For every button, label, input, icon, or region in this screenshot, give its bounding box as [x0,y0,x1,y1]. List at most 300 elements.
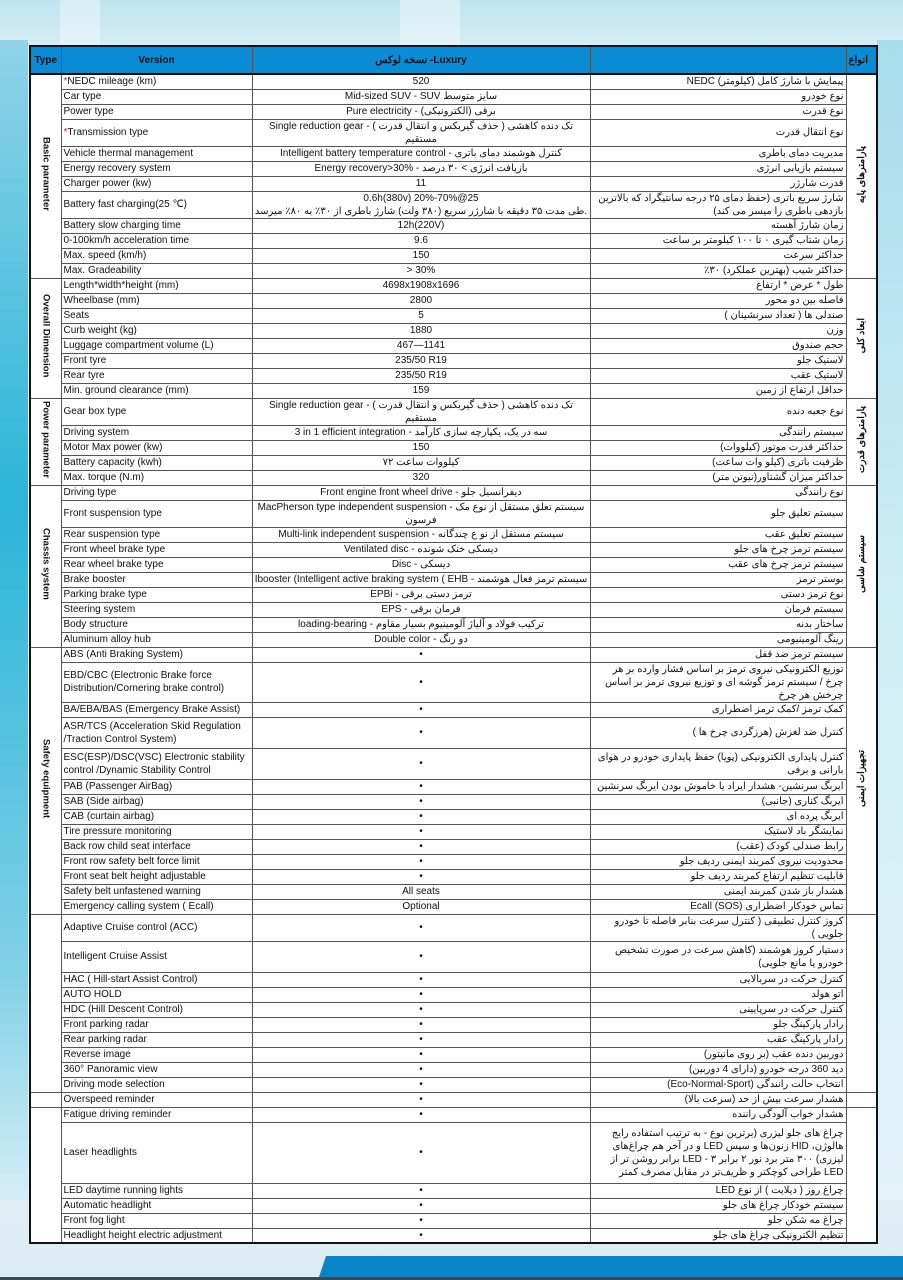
table-row [30,1228,877,1243]
table-row [30,572,877,587]
spec-name-fa: تماس خودکار اضطراری Ecall (SOS) [590,899,846,914]
spec-value [252,717,590,748]
included-dot-icon: • [419,989,423,1000]
spec-name-en-text: Driving system [63,427,130,438]
table-row [30,1122,877,1183]
table-row [30,323,877,338]
spec-name-fa: سیستم تعلیق جلو [590,500,846,527]
table-row [30,914,877,941]
spec-value-text: 12h(220V) [397,220,445,231]
spec-name-en-text: Front seat belt height adjustable [63,871,206,882]
spec-value [252,1047,590,1062]
spec-name-fa: نوع قدرت [590,104,846,119]
included-dot-icon: • [419,1215,423,1226]
spec-value [252,263,590,278]
spec-value [252,617,590,632]
group-label-en [30,74,61,278]
spec-name-en [61,248,252,263]
spec-name-en-text: Back row child seat interface [63,841,191,852]
header-version: Version [61,46,252,74]
spec-value [252,987,590,1002]
spec-value [252,1092,590,1107]
spec-name-fa: قابلیت تنظیم ارتفاع کمربند ردیف جلو [590,869,846,884]
spec-name-fa: هشدار سرعت بیش از حد (سرعت بالا) [590,1092,846,1107]
table-row [30,794,877,809]
table-row [30,587,877,602]
spec-value-text: 320 [412,472,430,483]
spec-value [252,455,590,470]
spec-value-text: 4698x1908x1696 [382,280,460,291]
spec-name-en-text: Front row safety belt force limit [63,856,200,867]
spec-name-en [61,1002,252,1017]
spec-name-en [61,824,252,839]
spec-value [252,662,590,702]
spec-name-en [61,233,252,248]
spec-name-en [61,572,252,587]
spec-name-en [61,542,252,557]
group-label-en-text: Overall Dimension [40,294,52,378]
spec-name-en-text: Reverse image [63,1049,131,1060]
spec-value-text: Optional [402,901,440,912]
spec-name-en-text: LED daytime running lights [63,1185,184,1196]
spec-value [252,119,590,146]
background-decoration [400,0,460,45]
spec-value [252,794,590,809]
group-label-fa-text: پارامترهای قدرت [855,405,867,473]
spec-name-en-text: SAB (Side airbag) [63,796,144,807]
spec-name-en [61,146,252,161]
included-dot-icon: • [419,1147,423,1158]
spec-name-en [61,794,252,809]
spec-value-text: 235/50 R19 [395,355,447,366]
spec-value [252,338,590,353]
spec-value-text: 5 [418,310,424,321]
spec-name-en [61,1017,252,1032]
spec-name-en [61,368,252,383]
group-label-en-text: Basic parameter [40,137,52,212]
included-dot-icon: • [419,1229,423,1241]
spec-name-en-text: HAC ( Hill-start Assist Control) [63,974,198,985]
spec-name-en-text: BA/EBA/BAS (Emergency Brake Assist) [63,704,241,715]
included-dot-icon: • [419,727,423,738]
spec-value-text: 3 in 1 efficient integration - سه در یک، یکپارچه سازی کارآمد [294,427,548,438]
group-label-fa-text: تجهیزات ایمنی [855,749,867,808]
group-label-en [30,647,61,914]
table-row [30,1077,877,1092]
spec-name-en-text: Laser headlights [63,1147,137,1158]
spec-name-fa: صندلی ها ( تعداد سرنشینان ) [590,308,846,323]
spec-name-en-text: Adaptive Cruise control (ACC) [63,922,198,933]
spec-name-en-text: ABS (Anti Braking System) [63,649,183,660]
spec-value-text: 150 [412,250,430,261]
spec-value-text: Single reduction gear - ( تک دنده کاهشی ( حذف گیربکس و انتقال قدرت مستقیم [268,399,574,424]
spec-value [252,1183,590,1198]
group-label-fa [846,398,877,485]
spec-value [252,191,590,218]
spec-name-en [61,899,252,914]
required-star-icon: * [63,76,68,88]
table-row [30,702,877,717]
background-decoration [60,0,100,45]
table-row [30,248,877,263]
spec-name-fa: وزن [590,323,846,338]
spec-value [252,1198,590,1213]
spec-name-fa: حداکثر میزان گشتاور(نیوتن متر) [590,470,846,485]
spec-value-note: .طی مدت ۳۵ دقیقه با شارژر سریع (۳۸۰ ولت) شارژ باطری از ۳۰٪ به ۸۰٪ میرسد [254,205,588,217]
table-row [30,854,877,869]
included-dot-icon: • [419,1019,423,1030]
table-row [30,869,877,884]
spec-table [29,45,878,1244]
spec-name-en [61,1183,252,1198]
spec-name-en [61,717,252,748]
spec-name-fa: کمک ترمز /کمک ترمز اضطراری [590,702,846,717]
table-row [30,602,877,617]
spec-name-fa: کنترل حرکت در سرپایینی [590,1002,846,1017]
spec-name-en [61,500,252,527]
spec-name-en [61,383,252,398]
spec-value [252,293,590,308]
table-row [30,557,877,572]
included-dot-icon: • [419,951,423,962]
table-row [30,542,877,557]
spec-value-text: Double color - دو رنگ [374,634,468,645]
spec-name-en [61,1047,252,1062]
table-row [30,278,877,293]
group-label-fa [846,1092,877,1107]
required-star-icon: * [63,127,68,138]
table-row [30,748,877,779]
spec-name-en [61,440,252,455]
spec-value-text: Ventilated disc - دیسکی خنک شونده [344,544,498,555]
table-row [30,617,877,632]
spec-name-en [61,425,252,440]
table-row [30,74,877,89]
spec-value [252,824,590,839]
spec-name-en [61,702,252,717]
spec-name-en-text: Battery fast charging(25 ℃) [63,199,188,210]
spec-value [252,1122,590,1183]
table-row [30,368,877,383]
spec-name-en-text: Min. ground clearance (mm) [63,385,189,396]
spec-name-en-text: CAB (curtain airbag) [63,811,155,822]
spec-value [252,557,590,572]
spec-value-text: MacPherson type independent suspension - سیستم تعلق مستقل از نوع مک فرسون [257,501,585,526]
table-header-row [30,46,877,74]
spec-name-en [61,647,252,662]
spec-name-fa: سیستم تعلیق عقب [590,527,846,542]
table-row [30,455,877,470]
spec-value [252,248,590,263]
spec-name-en-text: Front tyre [63,355,107,366]
spec-value [252,89,590,104]
spec-name-en-text: Front wheel brake type [63,544,166,555]
spec-name-en-text: Motor Max power (kw) [63,442,163,453]
included-dot-icon: • [419,1049,423,1060]
table-row [30,1062,877,1077]
table-row [30,470,877,485]
spec-name-en [61,176,252,191]
table-row [30,1092,877,1107]
spec-name-en [61,1213,252,1228]
spec-name-fa: مدیریت دمای باطری [590,146,846,161]
spec-value [252,383,590,398]
spec-name-en [61,161,252,176]
spec-name-fa: سیستم فرمان [590,602,846,617]
spec-value-text: 0.6h(380v) 20%-70%@25 [363,192,479,204]
table-row [30,104,877,119]
spec-name-en-text: Energy recovery system [63,163,171,174]
spec-name-en [61,218,252,233]
spec-name-en-text: Rear wheel brake type [63,559,164,570]
spec-name-fa: فاصله بین دو محور [590,293,846,308]
table-row [30,425,877,440]
spec-name-fa: رابط صندلی کودک (عقب) [590,839,846,854]
spec-name-en-text: Driving type [63,487,117,498]
spec-name-en [61,1077,252,1092]
spec-value [252,884,590,899]
spec-name-en-text: HDC (Hill Descent Control) [63,1004,183,1015]
spec-name-en [61,839,252,854]
table-row [30,398,877,425]
spec-value-text: Disc - دیسکی [391,559,451,570]
group-label-en-text: Power parameter [40,400,52,479]
table-row [30,1047,877,1062]
spec-name-en [61,557,252,572]
spec-name-fa: ظرفیت باتری (کیلو وات ساعت) [590,455,846,470]
spec-value [252,839,590,854]
spec-value [252,914,590,941]
spec-value-text: 467—1141 [396,340,446,351]
header-fa-column [590,46,846,74]
spec-value [252,308,590,323]
included-dot-icon: • [419,781,423,792]
spec-value-text: ۷۲ کیلووات ساعت [382,457,460,468]
spec-name-fa: محدودیت نیروی کمربند ایمنی ردیف جلو [590,854,846,869]
spec-name-en-text: Charger power (kw) [63,178,152,189]
spec-value [252,854,590,869]
spec-name-fa: رادار پارکینگ جلو [590,1017,846,1032]
group-label-fa [846,647,877,914]
spec-name-en-text: Luggage compartment volume (L) [63,340,214,351]
spec-value [252,398,590,425]
spec-value [252,425,590,440]
spec-value [252,1228,590,1243]
spec-name-en-text: Battery capacity (kwh) [63,457,162,468]
spec-name-fa: حداکثر قدرت موتور (کیلووات) [590,440,846,455]
spec-name-fa: شارژ سریع باتری (حفظ دمای ۲۵ درجه سانتیگراد که بالاترین بازدهی باطری را میسر می کند) [590,191,846,218]
spec-value-text: Multi-link independent suspension - سیستم مستقل از نو ع چندگانه [278,529,564,540]
spec-name-en [61,987,252,1002]
spec-name-en [61,809,252,824]
spec-name-en [61,914,252,941]
table-row [30,353,877,368]
spec-value [252,587,590,602]
table-row [30,485,877,500]
group-label-fa-text: سیستم شاسی [855,535,867,593]
spec-value [252,1213,590,1228]
spec-value-text: 159 [412,385,430,396]
spec-name-fa: سیستم ترمز ضد قفل [590,647,846,662]
included-dot-icon: • [419,758,423,769]
spec-name-en [61,353,252,368]
table-row [30,89,877,104]
included-dot-icon: • [419,1200,423,1211]
spec-name-fa: ایربگ سرنشین- هشدار ایراد یا خاموش بودن ایربگ سرنشین [590,779,846,794]
spec-value-text: 1880 [409,325,433,336]
spec-value [252,1077,590,1092]
included-dot-icon: • [419,826,423,837]
included-dot-icon: • [419,841,423,852]
spec-name-en-text: Max. speed (km/h) [63,250,147,261]
included-dot-icon: • [419,1004,423,1015]
spec-name-en-text: Steering system [63,604,136,615]
spec-value [252,1107,590,1122]
spec-name-fa: حجم صندوق [590,338,846,353]
spec-value-text: All seats [402,886,440,897]
header-type: Type [30,46,61,74]
spec-name-fa: ساختار بدنه [590,617,846,632]
table-body [30,74,877,1243]
table-row [30,839,877,854]
spec-name-en [61,1032,252,1047]
table-row [30,809,877,824]
table-row [30,987,877,1002]
group-label-en-text: Chassis system [40,528,52,600]
spec-name-en-text: Curb weight (kg) [63,325,137,336]
spec-name-en-text: Intelligent Cruise Assist [63,951,167,962]
spec-value-text: Mid-sized SUV - SUV سایز متوسط [344,91,498,102]
spec-name-en-text: PAB (Passenger AirBag) [63,781,173,792]
spec-name-fa: هشدار باز شدن کمربند ایمنی [590,884,846,899]
table-row [30,779,877,794]
spec-name-en-text: Rear tyre [63,370,105,381]
spec-name-en [61,485,252,500]
spec-name-fa: زمان شارژ آهسته [590,218,846,233]
spec-name-en [61,455,252,470]
spec-name-en [61,662,252,702]
table-row [30,717,877,748]
spec-name-en-text: Power type [63,106,114,117]
included-dot-icon: • [419,1079,423,1090]
spec-name-en [61,89,252,104]
spec-name-en-text: Rear parking radar [63,1034,147,1045]
spec-name-en-text: Gear box type [63,406,127,417]
spec-name-fa: کنترل حرکت در سربالایی [590,972,846,987]
spec-value [252,1062,590,1077]
spec-name-fa: نمایشگر باد لاستیک [590,824,846,839]
spec-name-en-text: Wheelbase (mm) [63,295,140,306]
spec-name-en-text: Max. Gradeability [63,265,142,276]
header-value-column: نسخه لوکس -Luxury [252,46,590,74]
table-row [30,1183,877,1198]
included-dot-icon: • [419,676,423,688]
group-label-fa-text: ابعاد کلی [855,318,867,354]
spec-name-en [61,191,252,218]
table-row [30,972,877,987]
spec-name-en [61,1107,252,1122]
spec-value [252,323,590,338]
spec-name-fa: نوع رانندگی [590,485,846,500]
table-row [30,440,877,455]
included-dot-icon: • [419,871,423,882]
group-label-fa [846,485,877,647]
spec-name-fa: انتخاب حالت رانندگی (Eco-Normal-Sport) [590,1077,846,1092]
group-label-en [30,1092,61,1107]
spec-name-fa: نوع ترمز دستی [590,587,846,602]
spec-name-fa: اتو هولد [590,987,846,1002]
spec-value-text: 2800 [409,295,433,306]
group-label-en [30,278,61,398]
spec-value [252,748,590,779]
spec-name-fa: چراغ های جلو لیزری (برترین نوع - به ترتیب استفاده رایج هالوژن، HID زنون‌ها و سپس LED و در آخر هم چراغ‌های لیزری) ۳۰۰ متر برد نور ۲ برابر LED - ۳ برابر روشن تر از LED طراحی کوچکتر و ظریف‌تر در مقابل مصرف کمتر [590,1122,846,1183]
spec-value [252,527,590,542]
spec-value-text: Front engine front wheel drive - دیفرانسیل جلو [320,487,522,498]
spec-name-en-text: 360° Panoramic view [63,1064,158,1075]
included-dot-icon: • [419,1034,423,1045]
spec-value [252,869,590,884]
spec-name-en-text: Fatigue driving reminder [63,1109,172,1120]
spec-name-en [61,323,252,338]
spec-value [252,602,590,617]
spec-name-en [61,587,252,602]
spec-value-text: 520 [412,76,430,88]
spec-value [252,1017,590,1032]
spec-name-fa: لاستیک جلو [590,353,846,368]
included-dot-icon: • [419,649,423,660]
spec-value [252,176,590,191]
group-label-en-text: Safety equipment [40,738,52,819]
spec-value [252,485,590,500]
group-label-en [30,398,61,485]
spec-name-en [61,869,252,884]
spec-value-text: 9.6 [414,235,428,246]
spec-name-fa: نوع انتقال قدرت [590,119,846,146]
background-decoration [0,40,28,1200]
spec-name-en-text: EBD/CBC (Electronic Brake force Distribution/Cornering brake control) [63,670,225,694]
spec-name-fa: کنترل ضد لغزش (هرزگردی چرخ ها ) [590,717,846,748]
spec-name-fa: بوستر ترمز [590,572,846,587]
spec-value-text: > 30% [406,265,436,276]
spec-value [252,779,590,794]
spec-name-en-text: Brake booster [63,574,126,585]
table-row [30,308,877,323]
spec-name-en [61,617,252,632]
spec-name-en-text: Aluminum alloy hub [63,634,151,645]
spec-name-en [61,278,252,293]
spec-name-fa: زمان شتاب گیری ۰ تا ۱۰۰ کیلومتر بر ساعت [590,233,846,248]
table-row [30,293,877,308]
spec-value-text: EPS - فرمان برقی [381,604,461,615]
included-dot-icon: • [419,1064,423,1075]
spec-value-text: Ibooster (Intelligent active braking system ( EHB - سیستم ترمز فعال هوشمند [254,574,588,585]
spec-name-en [61,398,252,425]
spec-name-en [61,1228,252,1243]
spec-name-en-text: ASR/TCS (Acceleration Skid Regulation /Traction Control System) [63,720,241,745]
spec-name-en [61,308,252,323]
spec-name-fa: تنظیم الکترونیکی چراغ های جلو [590,1228,846,1243]
spec-name-en [61,854,252,869]
spec-name-en [61,632,252,647]
spec-name-en [61,74,252,89]
spec-value [252,702,590,717]
spec-name-en [61,119,252,146]
background-decoration [877,40,903,1200]
spec-name-en [61,104,252,119]
spec-name-en-text: Max. torque (N.m) [63,472,145,483]
spec-name-en [61,884,252,899]
table-row [30,1213,877,1228]
